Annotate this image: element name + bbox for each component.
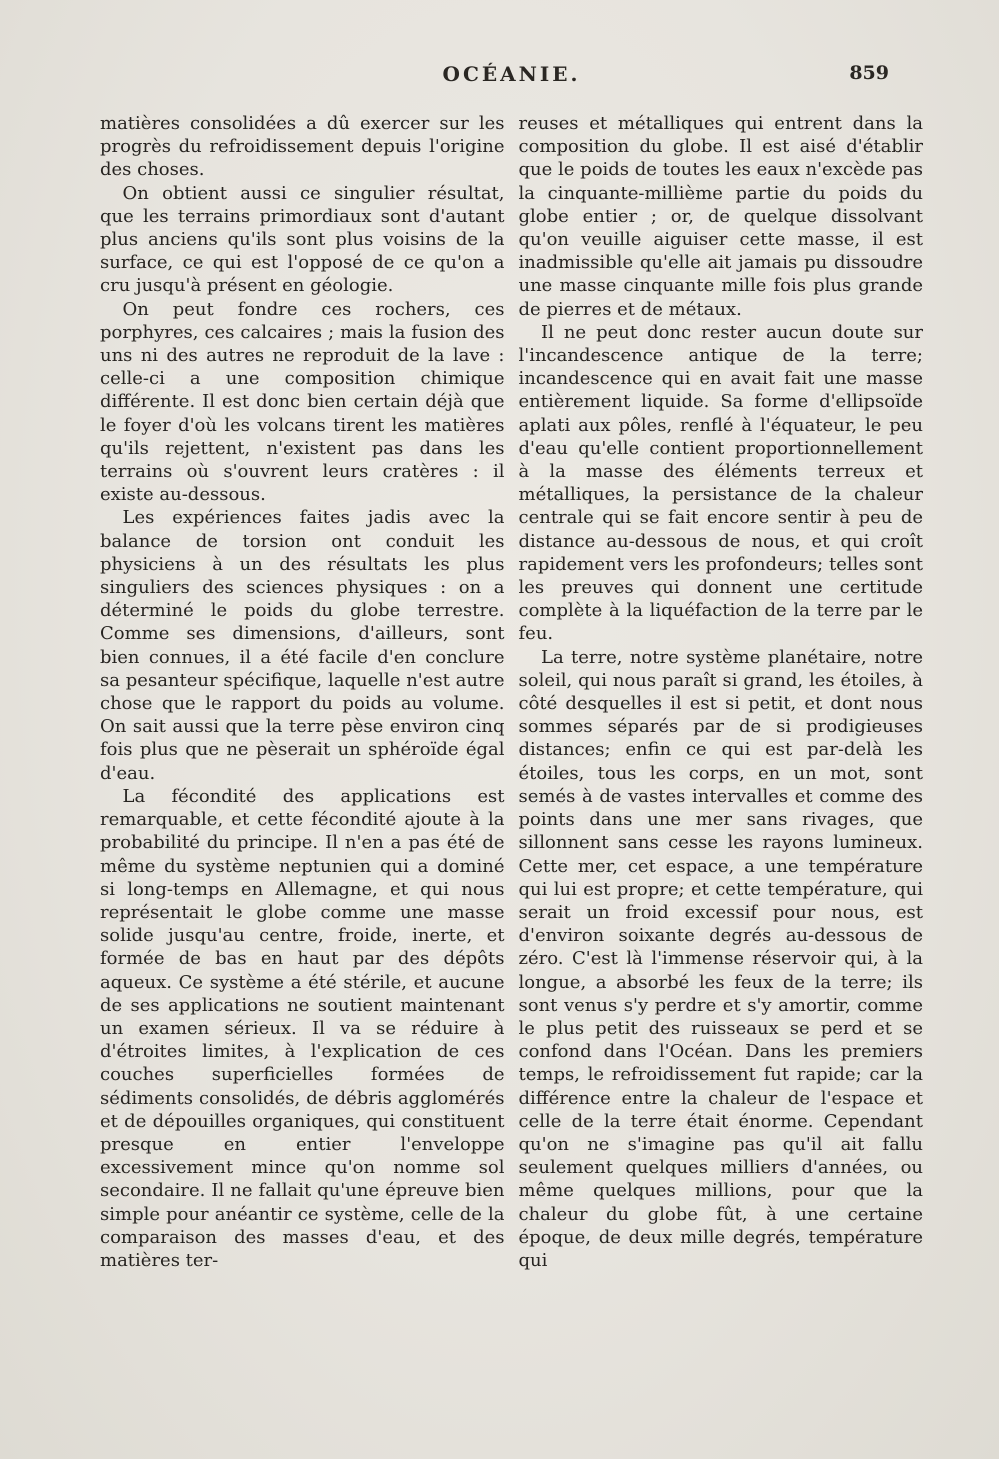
left-column — [100, 112, 505, 1272]
running-title: OCÉANIE. — [442, 62, 581, 86]
paragraph: La terre, notre système planétaire, notre soleil, qui nous paraît si grand, les étoiles, à côté desquelles il est si petit, et dont nous sommes séparés par de si prodigieuses distances; enfin ce qui est par-delà les étoiles, tous les corps, en un mot, sont semés à de vastes intervalles et comme des points dans une mer sans rivages, que sillonnent sans cesse les rayons lumineux. Cette mer, cet espace, a une température qui lui est propre; et cette température, qui serait un froid excessif pour nous, est d'environ soixante degrés au-dessous de zéro. C'est là l'immense réservoir qui, à la longue, a absorbé les feux de la terre; ils sont venus s'y perdre et s'y amortir, comme le plus petit des ruisseaux se perd et se confond dans l'Océan. Dans les premiers temps, le refroidissement fut rapide; car la différence entre la chaleur de l'espace et celle de la terre était énorme. Cependant qu'on ne s'imagine pas qu'il ait fallu seulement quelques milliers d'années, ou même quelques millions, pour que la chaleur du globe fût, à une certaine époque, de deux mille degrés, température qui — [518, 646, 923, 1271]
paragraph: On peut fondre ces rochers, ces porphyres, ces calcaires ; mais la fusion des uns ni des autres ne reproduit de la lave : celle-ci a une composition chimique différente. Il est donc bien certain déjà que le foyer d'où les volcans tirent les matières qu'ils rejettent, n'existent pas dans les terrains où s'ouvrent leurs cratères : il existe au-dessous. — [100, 298, 505, 506]
page-number: 859 — [849, 62, 889, 84]
paragraph: La fécondité des applications est remarquable, et cette fécondité ajoute à la probabilité du principe. Il n'en a pas été de même du système neptunien qui a dominé si long-temps en Allemagne, et qui nous représentait le globe comme une masse solide jusqu'au centre, froide, inerte, et formée de bas en haut par des dépôts aqueux. Ce système a été stérile, et aucune de ses applications ne soutient maintenant un examen sérieux. Il va se réduire à d'étroites limites, à l'explication de ces couches superficielles formées de sédiments consolidés, de débris agglomérés et de dépouilles organiques, qui constituent presque en entier l'enveloppe excessivement mince qu'on nomme sol secondaire. Il ne fallait qu'une épreuve bien simple pour anéantir ce système, celle de la comparaison des masses d'eau, et des matières ter- — [100, 785, 505, 1271]
paragraph: Les expériences faites jadis avec la balance de torsion ont conduit les physiciens à un des résultats les plus singuliers des sciences physiques : on a déterminé le poids du globe terrestre. Comme ses dimensions, d'ailleurs, sont bien connues, il a été facile d'en conclure sa pesanteur spécifique, laquelle n'est autre chose que le rapport du poids au volume. On sait aussi que la terre pèse environ cinq fois plus que ne pèserait un sphéroïde égal d'eau. — [100, 507, 505, 784]
right-column — [519, 112, 924, 1272]
paragraph: matières consolidées a dû exercer sur les progrès du refroidissement depuis l'origine des choses. — [100, 113, 505, 181]
page-header — [100, 62, 923, 92]
paragraph: On obtient aussi ce singulier résultat, que les terrains primordiaux sont d'autant plus anciens qu'ils sont plus voisins de la surface, ce qui est l'opposé de ce qu'on a cru jusqu'à présent en géologie. — [100, 182, 505, 297]
text-columns — [100, 112, 923, 1272]
paragraph: Il ne peut donc rester aucun doute sur l'incandescence antique de la terre; incandescence qui en avait fait une masse entièrement liquide. Sa forme d'ellipsoïde aplati aux pôles, renflé à l'équateur, le peu d'eau qu'elle contient proportionnellement à la masse des éléments terreux et métalliques, la persistance de la chaleur centrale qui se fait encore sentir à peu de distance au-dessous de nous, et qui croît rapidement vers les profondeurs; telles sont les preuves qui donnent une certitude complète à la liquéfaction de la terre par le feu. — [518, 321, 923, 645]
paragraph: reuses et métalliques qui entrent dans la composition du globe. Il est aisé d'établir que le poids de toutes les eaux n'excède pas la cinquante-millième partie du poids du globe entier ; or, de quelque dissolvant qu'on veuille aiguiser cette masse, il est inadmissible qu'elle ait jamais pu dissoudre une masse cinquante mille fois plus grande de pierres et de métaux. — [518, 113, 923, 320]
